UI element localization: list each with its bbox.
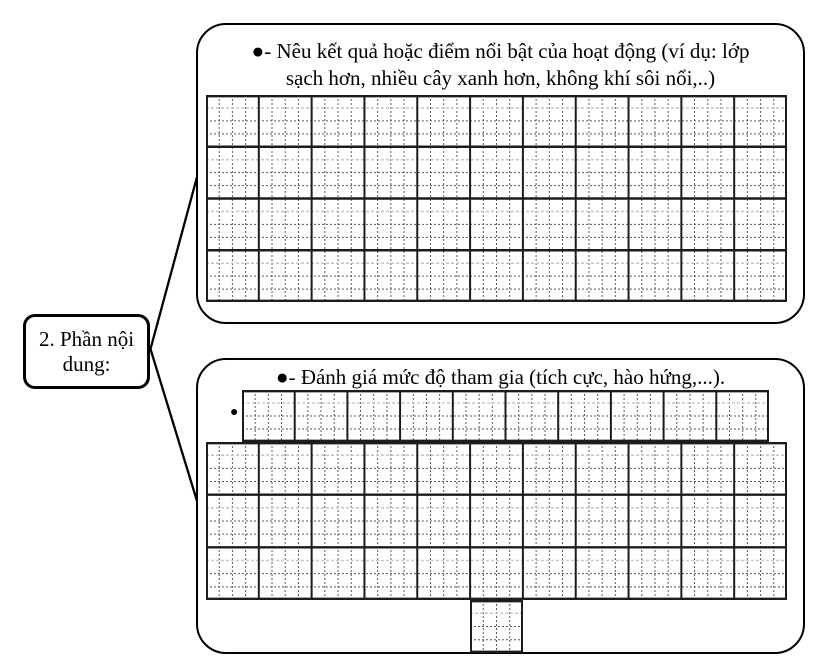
connector-bottom bbox=[151, 349, 198, 501]
writing-grid-top bbox=[206, 95, 787, 302]
top-bubble-text-line2: sạch hơn, nhiều cây xanh hơn, không khí sôi nổi,..) bbox=[285, 66, 716, 90]
bottom-bubble-text-line1: ●- Đánh giá mức độ tham gia (tích cực, hào hứng,...). bbox=[275, 365, 726, 389]
bullet-icon: ● bbox=[230, 405, 239, 420]
writing-grid-bottom-strip bbox=[242, 390, 769, 442]
connector-top bbox=[151, 177, 198, 349]
section-label-line2: dung: bbox=[62, 351, 111, 376]
section-label-box bbox=[23, 314, 150, 389]
section-label-line1: 2. Phần nội bbox=[38, 326, 135, 351]
writing-grid-bottom-tab bbox=[470, 600, 523, 653]
writing-grid-bottom-main bbox=[206, 442, 787, 600]
top-bubble-text-line1: ●- Nêu kết quả hoặc điểm nổi bật của hoạt động (ví dụ: lớp bbox=[251, 39, 750, 63]
top-bubble bbox=[196, 23, 805, 324]
section-label bbox=[39, 327, 134, 377]
bottom-bubble-text bbox=[198, 360, 803, 391]
top-bubble-text bbox=[198, 25, 803, 92]
bottom-bubble bbox=[196, 358, 805, 654]
